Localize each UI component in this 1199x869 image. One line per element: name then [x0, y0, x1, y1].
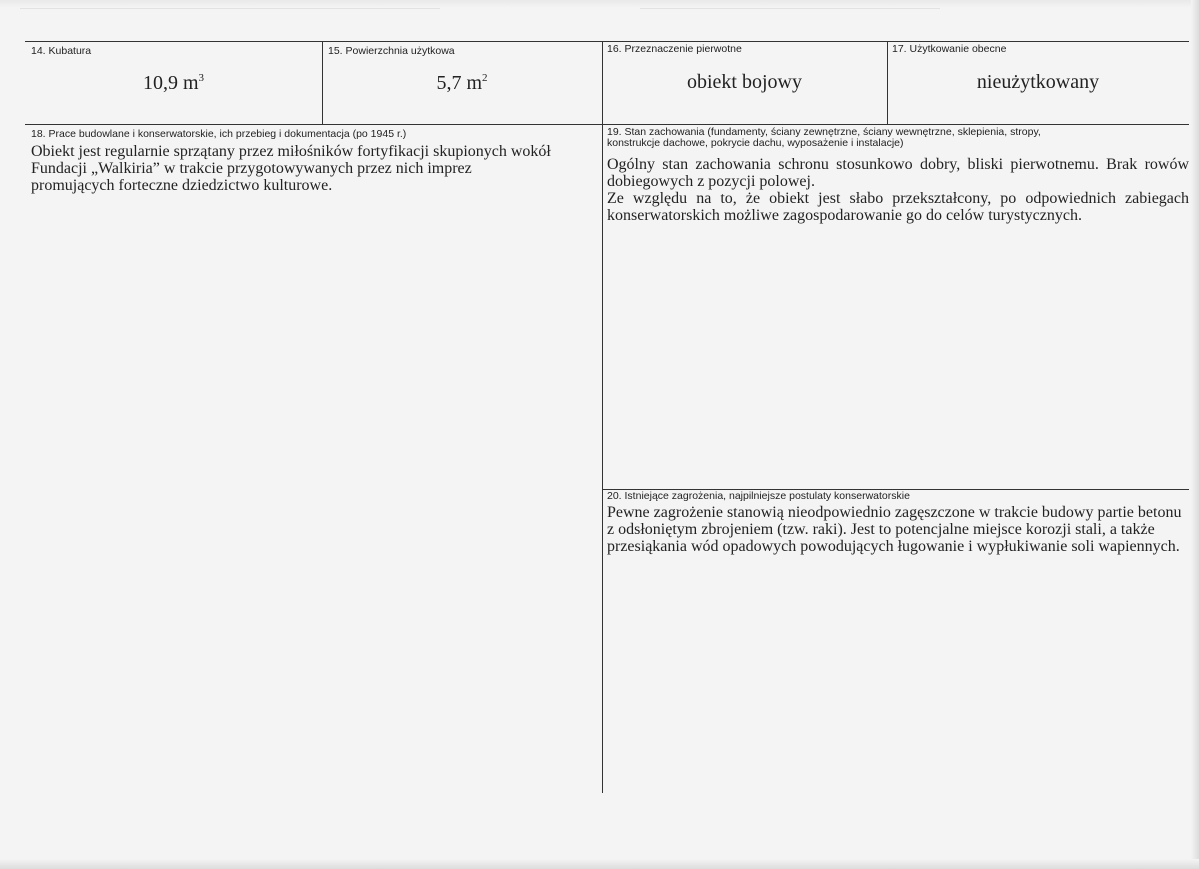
main-column-divider — [602, 41, 603, 793]
scan-edge-bottom — [0, 859, 1199, 869]
prace-text: Obiekt jest regularnie sprzątany przez miłośników fortyfikacji skupionych wokół Fundacji „Walkiria” w trakcie przygotowywanych przez nich imprez promujących forteczne dziedzictwo kulturowe. — [31, 143, 551, 194]
stan-text — [607, 156, 1189, 224]
form-row-divider — [25, 124, 1189, 125]
stan-label-line1: 19. Stan zachowania (fundamenty, ściany zewnętrzne, ściany wewnętrzne, sklepienia, stropy, — [607, 126, 1041, 138]
uzytkowanie-label: 17. Użytkowanie obecne — [892, 43, 1007, 55]
zagrozenia-label: 20. Istniejące zagrożenia, najpilniejsze postulaty konserwatorskie — [607, 490, 910, 502]
przeznaczenie-value: obiekt bojowy — [687, 71, 802, 93]
stan-paragraph-1: Ogólny stan zachowania schronu stosunkowo dobry, bliski pierwotnemu. Brak rowów dobiegowych z pozycji polowej. — [607, 156, 1189, 190]
scan-artifact-line — [640, 8, 940, 9]
kubatura-label: 14. Kubatura — [31, 45, 92, 57]
scan-edge-right — [1191, 0, 1199, 869]
powierzchnia-label: 15. Powierzchnia użytkowa — [328, 45, 455, 57]
przeznaczenie-label: 16. Przeznaczenie pierwotne — [607, 43, 742, 55]
form-top-border — [25, 41, 1189, 42]
prace-label: 18. Prace budowlane i konserwatorskie, ich przebieg i dokumentacja (po 1945 r.) — [31, 128, 407, 140]
uzytkowanie-value: nieużytkowany — [976, 71, 1100, 93]
stan-paragraph-2: Ze względu na to, że obiekt jest słabo przekształcony, po odpowiednich zabiegach konserwatorskich możliwe zagospodarowanie go do celów turystycznych. — [607, 190, 1189, 224]
scan-artifact-line — [20, 8, 440, 9]
zagrozenia-text: Pewne zagrożenie stanowią nieodpowiednio zagęszczone w trakcie budowy partie betonu z odsłoniętym zbrojeniem (tzw. raki). Jest to potencjalne miejsce korozji stali, a także przesiąkania wód opadowych powodujących ługowanie i wypłukiwanie soli wapiennych. — [607, 504, 1182, 555]
powierzchnia-value: 5,7 $m^2$ — [436, 72, 488, 94]
kubatura-value: 10,9 $m^3$ — [142, 72, 205, 94]
scan-edge-top — [0, 0, 1199, 8]
stan-label-line2: konstrukcje dachowe, pokrycie dachu, wyposażenie i instalacje) — [607, 137, 904, 149]
